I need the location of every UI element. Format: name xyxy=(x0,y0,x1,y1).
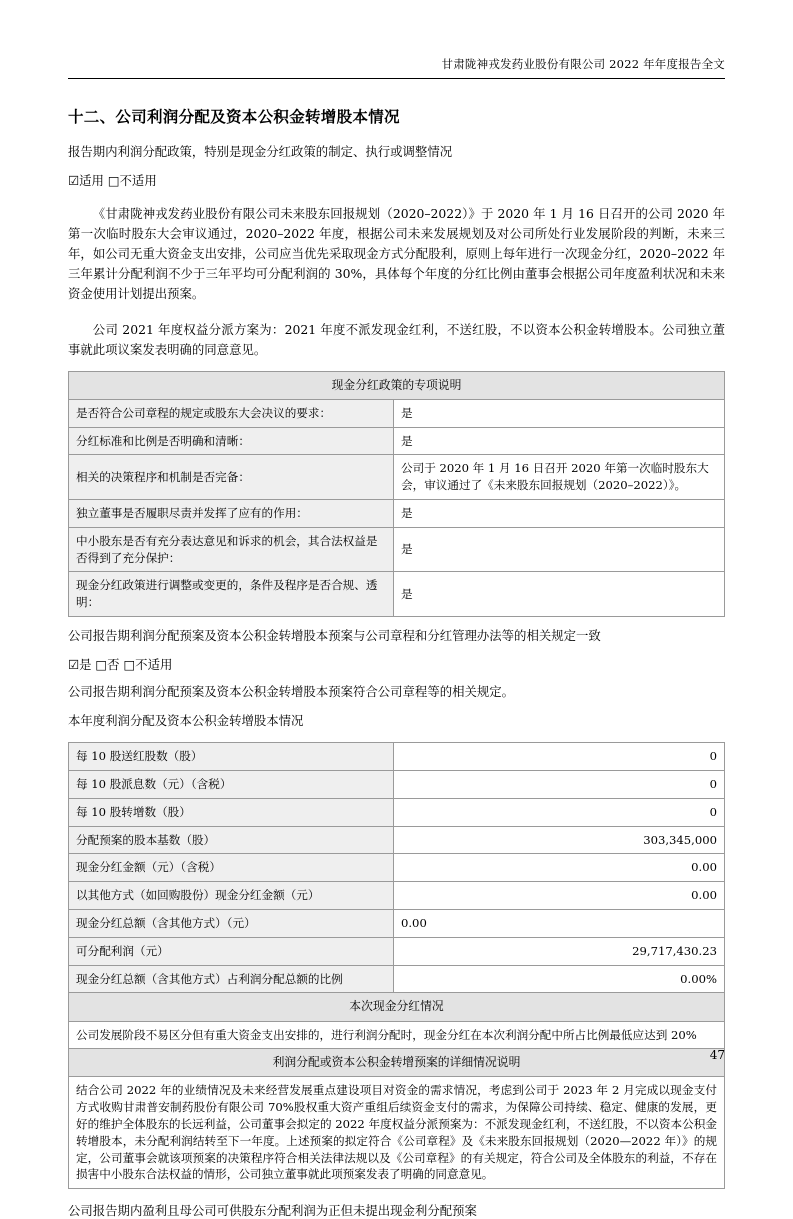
table-row xyxy=(69,743,725,771)
table-row xyxy=(69,854,725,882)
table-row xyxy=(69,771,725,799)
header-divider xyxy=(68,78,725,79)
table-row xyxy=(69,455,725,500)
page-header xyxy=(68,0,725,72)
policy-value: 是 xyxy=(394,427,725,455)
plan-label: 现金分红金额（元）（含税） xyxy=(69,854,394,882)
table-row xyxy=(69,798,725,826)
policy-value: 是 xyxy=(394,572,725,617)
cash-dividend-policy-table xyxy=(68,371,725,617)
table-header-row xyxy=(69,371,725,399)
detail-description: 结合公司 2022 年的业绩情况及未来经营发展重点建设项目对资金的需求情况，考虑到公司于 2023 年 2 月完成以现金支付方式收购甘肃普安制药股份有限公司 70%股权重大资产重组后续资金支付的需求，为保障公司持续、稳定、健康的发展，更好的维护全体股东的长远利益，公司董事会拟定的 2022 年度权益分派预案为：不派发现金红利，不送红股，不以资本公积金转增股本，未分配利润结转至下一年度。上述预案的拟定符合《公司章程》及《未来股东回报规划（2020—2022 年）》的规定，公司董事会就该项预案的决策程序符合相关法律法规以及《公司章程》的有关规定，符合公司及全体股东的利益，不存在损害中小股东合法权益的情形，公司独立董事就此项预案发表了明确的同意意见。 xyxy=(69,1077,725,1189)
detail-subheader: 利润分配或资本公积金转增预案的详细情况说明 xyxy=(69,1049,725,1077)
section-title: 十二、公司利润分配及资本公积金转增股本情况 xyxy=(68,108,400,126)
table-row xyxy=(69,427,725,455)
mid-line-4: 本年度利润分配及资本公积金转增股本情况 xyxy=(68,713,304,729)
table-row xyxy=(69,826,725,854)
plan-value: 0.00% xyxy=(394,965,725,993)
paragraph-1: 《甘肃陇神戎发药业股份有限公司未来股东回报规划（2020–2022）》于 2020 年 1 月 16 日召开的公司 2020 年第一次临时股东大会审议通过，2020–2022 年度，根据公司未来发展规划及对公司所处行业发展阶段的判断，未来三年，如公司无重大资金支出安排，公司应当优先采取现金方式分配股利，原则上每年进行一次现金分红，2020–2022 年三年累计分配利润不少于三年平均可分配利润的 30%，具体每个年度的分红比例由董事会根据公司年度盈利状况和未来资金使用计划提出预案。 xyxy=(68,206,725,302)
plan-value: 0.00 xyxy=(394,854,725,882)
table-row xyxy=(69,572,725,617)
paragraph-2: 公司 2021 年度权益分派方案为：2021 年度不派发现金红利，不送红股，不以资本公积金转增股本。公司独立董事就此项议案发表明确的同意意见。 xyxy=(68,321,725,357)
mid-line-1: 公司报告期利润分配预案及资本公积金转增股本预案与公司章程和分红管理办法等的相关规定一致 xyxy=(68,628,601,644)
table-subheader-row xyxy=(69,993,725,1021)
table-row xyxy=(69,527,725,572)
plan-label: 可分配利润（元） xyxy=(69,937,394,965)
policy-label: 中小股东是否有充分表达意见和诉求的机会，其合法权益是否得到了充分保护： xyxy=(69,527,394,572)
plan-label: 每 10 股转增数（股） xyxy=(69,798,394,826)
plan-value: 0 xyxy=(394,771,725,799)
policy-value: 公司于 2020 年 1 月 16 日召开 2020 年第一次临时股东大会，审议通过了《未来股东回报规划（2020–2022）》。 xyxy=(394,455,725,500)
plan-value: 0 xyxy=(394,798,725,826)
table-row xyxy=(69,965,725,993)
plan-label: 现金分红总额（含其他方式）（元） xyxy=(69,910,394,938)
footer-note: 公司报告期内盈利且母公司可供股东分配利润为正但未提出现金利分配预案 xyxy=(68,1203,477,1219)
plan-label: 分配预案的股本基数（股） xyxy=(69,826,394,854)
plan-value: 29,717,430.23 xyxy=(394,937,725,965)
table-row xyxy=(69,399,725,427)
plan-value: 0.00 xyxy=(394,882,725,910)
table-subheader-row xyxy=(69,1049,725,1077)
table-row xyxy=(69,882,725,910)
policy-label: 相关的决策程序和机制是否完备： xyxy=(69,455,394,500)
policy-table-title: 现金分红政策的专项说明 xyxy=(69,371,725,399)
mid-line-3: 公司报告期利润分配预案及资本公积金转增股本预案符合公司章程等的相关规定。 xyxy=(68,684,515,700)
policy-label: 分红标准和比例是否明确和清晰： xyxy=(69,427,394,455)
policy-value: 是 xyxy=(394,500,725,528)
current-dividend-subheader: 本次现金分红情况 xyxy=(69,993,725,1021)
running-title: 甘肃陇神戎发药业股份有限公司 2022 年年度报告全文 xyxy=(441,57,725,71)
policy-label: 是否符合公司章程的规定或股东大会决议的要求： xyxy=(69,399,394,427)
plan-label: 现金分红总额（含其他方式）占利润分配总额的比例 xyxy=(69,965,394,993)
policy-label: 独立董事是否履职尽责并发挥了应有的作用： xyxy=(69,500,394,528)
plan-label: 以其他方式（如回购股份）现金分红金额（元） xyxy=(69,882,394,910)
table-row xyxy=(69,1021,725,1049)
applicable-checkbox-line[interactable]: ☑适用 □不适用 xyxy=(68,173,157,189)
table-row xyxy=(69,910,725,938)
policy-value: 是 xyxy=(394,399,725,427)
policy-label: 现金分红政策进行调整或变更的，条件及程序是否合规、透明： xyxy=(69,572,394,617)
policy-value: 是 xyxy=(394,527,725,572)
section-intro: 报告期内利润分配政策，特别是现金分红政策的制定、执行或调整情况 xyxy=(68,144,453,159)
table-row xyxy=(69,937,725,965)
distribution-plan-table xyxy=(68,742,725,1189)
plan-label: 每 10 股派息数（元）（含税） xyxy=(69,771,394,799)
mid-checkbox-line[interactable]: ☑是 □否 □不适用 xyxy=(68,657,173,673)
plan-value: 0.00 xyxy=(394,910,725,938)
table-row xyxy=(69,500,725,528)
plan-value: 0 xyxy=(394,743,725,771)
page-number: 47 xyxy=(709,1048,725,1062)
plan-value: 303,345,000 xyxy=(394,826,725,854)
plan-label: 每 10 股送红股数（股） xyxy=(69,743,394,771)
table-row xyxy=(69,1077,725,1189)
current-dividend-note: 公司发展阶段不易区分但有重大资金支出安排的，进行利润分配时，现金分红在本次利润分配中所占比例最低应达到 20% xyxy=(69,1021,725,1049)
